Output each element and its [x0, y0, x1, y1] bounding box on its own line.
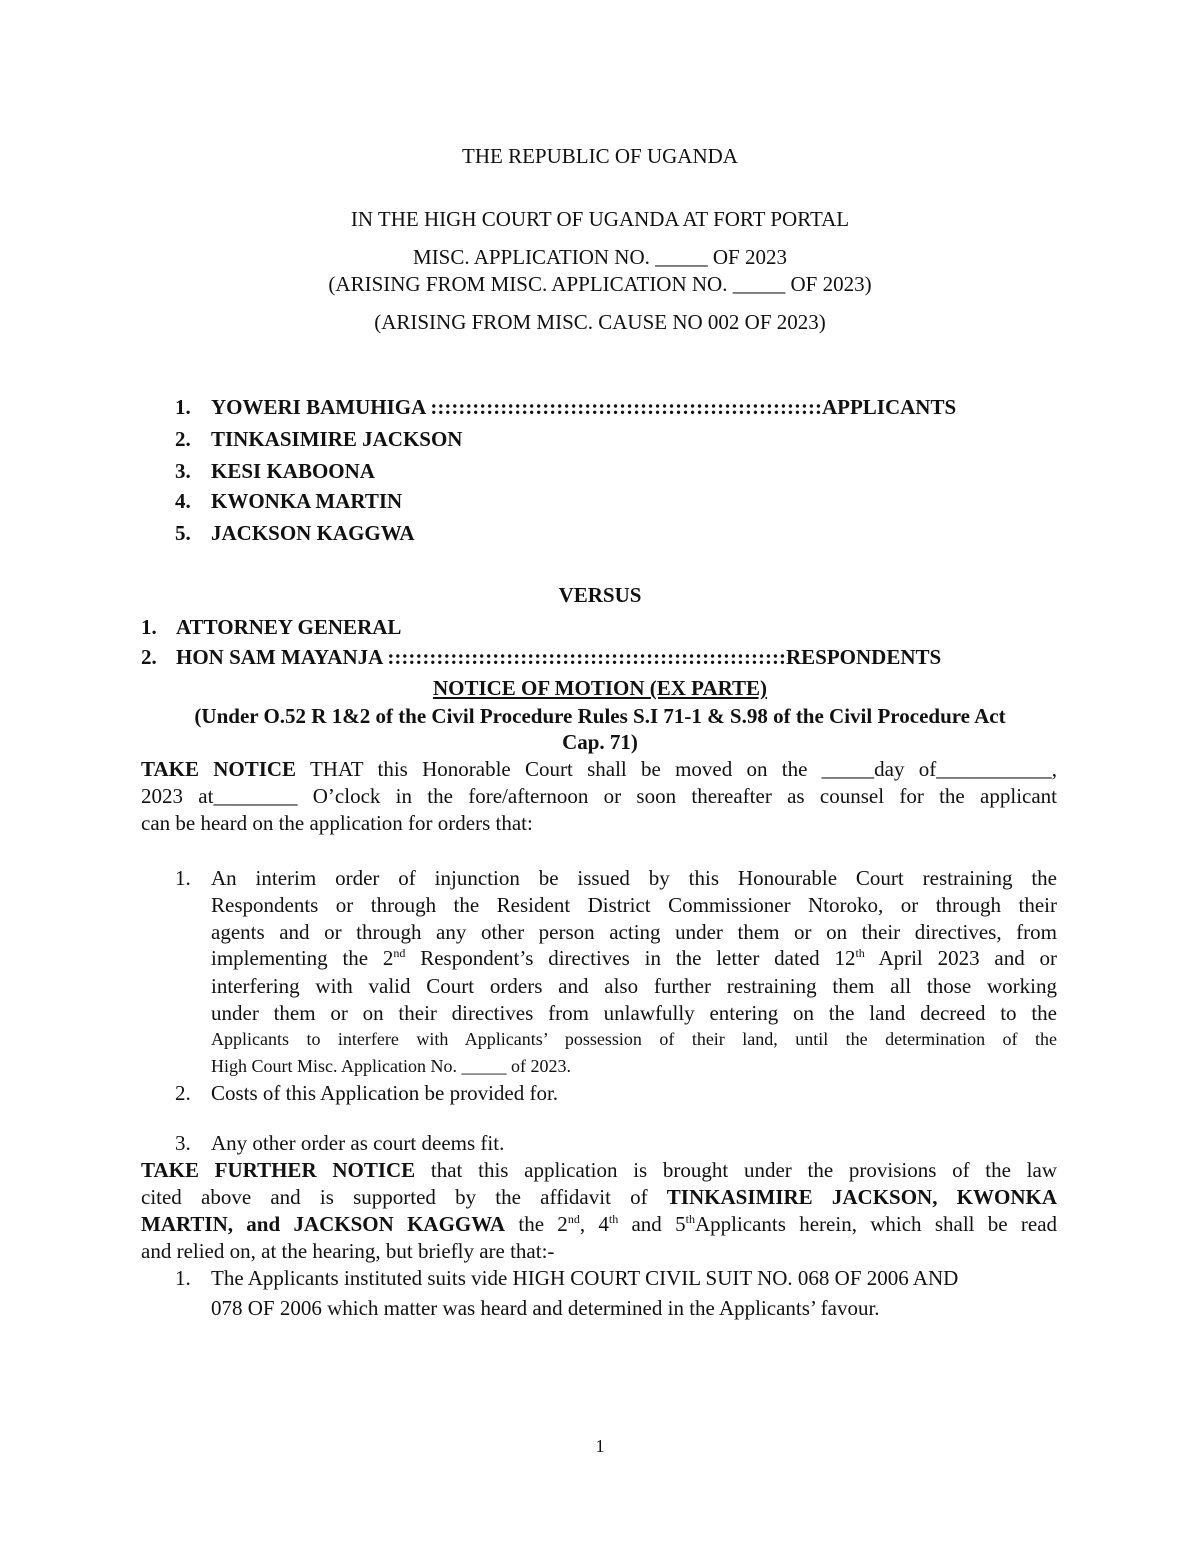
- order-1-line: High Court Misc. Application No. _____ of 2023.: [211, 1056, 571, 1076]
- legal-basis-line-1: (Under O.52 R 1&2 of the Civil Procedure Rules S.I 71-1 & S.98 of the Civil Procedure Act: [194, 704, 1006, 728]
- order-1-line: under them or on their directives from unlawfully entering on the land decreed to the: [211, 1001, 1057, 1025]
- ground-number: 1.: [175, 1266, 191, 1290]
- order-1-line: interfering with valid Court orders and also further restraining them all those working: [211, 974, 1057, 998]
- order-1-line: agents and or through any other person acting under them or on their directives, from: [211, 920, 1057, 944]
- applicant-number: 5.: [175, 521, 191, 545]
- respondent-name: HON SAM MAYANJA :::::::::::::::::::::::::::::::::::::::::::::::::::::::::RESPONDENTS: [176, 645, 942, 669]
- order-text: April 2023 and or: [864, 946, 1057, 970]
- court-heading: IN THE HIGH COURT OF UGANDA AT FORT PORTAL: [350, 207, 850, 231]
- page-number: 1: [595, 1436, 605, 1456]
- order-3-text: Any other order as court deems fit.: [211, 1131, 505, 1155]
- ordinal-suffix: nd: [567, 1212, 580, 1226]
- arising-line-2: (ARISING FROM MISC. CAUSE NO 002 OF 2023): [374, 310, 826, 334]
- take-notice-time: 2023 at________: [141, 784, 298, 808]
- applicant-number: 2.: [175, 427, 191, 451]
- further-notice-text: cited above and is supported by the affidavit of: [141, 1185, 648, 1209]
- further-notice-line-3: [141, 1214, 1057, 1235]
- notice-title: NOTICE OF MOTION (EX PARTE): [432, 676, 768, 700]
- further-notice-text: , 4: [579, 1212, 609, 1236]
- take-notice-line-3: can be heard on the application for orders that:: [141, 811, 533, 835]
- applicant-name: KESI KABOONA: [211, 459, 375, 483]
- legal-basis-line-2: Cap. 71): [562, 730, 638, 754]
- further-notice-text: the 2: [505, 1212, 568, 1236]
- take-notice-label: TAKE NOTICE: [141, 757, 297, 781]
- respondent-name: ATTORNEY GENERAL: [176, 615, 402, 639]
- applicant-number: 4.: [175, 489, 191, 513]
- order-1-line: An interim order of injunction be issued by this Honourable Court restraining the: [211, 866, 1057, 890]
- order-1-line: Applicants to interfere with Applicants’ possession of their land, until the determination of the: [211, 1029, 1057, 1049]
- applicant-number: 3.: [175, 459, 191, 483]
- arising-line-1: (ARISING FROM MISC. APPLICATION NO. _____ OF 2023): [328, 272, 872, 296]
- applicant-name: TINKASIMIRE JACKSON: [211, 427, 463, 451]
- ordinal-suffix: th: [855, 946, 865, 960]
- further-notice-line-2: [141, 1187, 1057, 1208]
- further-notice-line-4: and relied on, at the hearing, but briefly are that:-: [141, 1239, 555, 1263]
- deponent-names: TINKASIMIRE JACKSON, KWONKA: [666, 1185, 1057, 1209]
- further-notice-text: that this application is brought under the provisions of the law: [430, 1158, 1057, 1182]
- take-notice-line-1: [141, 759, 1057, 780]
- further-notice-text: Applicants herein, which shall be read: [694, 1212, 1058, 1236]
- order-1-line: [211, 948, 1057, 969]
- order-number: 2.: [175, 1081, 191, 1105]
- order-text: implementing the 2: [211, 946, 394, 970]
- versus-heading: VERSUS: [558, 583, 642, 607]
- take-notice-text: O’clock in the fore/afternoon or soon thereafter as counsel for the applicant: [312, 784, 1058, 808]
- ground-1-line: The Applicants instituted suits vide HIGH COURT CIVIL SUIT NO. 068 OF 2006 AND: [211, 1266, 959, 1290]
- applicant-name: YOWERI BAMUHIGA ::::::::::::::::::::::::::::::::::::::::::::::::::::::::APPLICANTS: [211, 395, 957, 419]
- ordinal-suffix: th: [608, 1212, 619, 1226]
- ordinal-suffix: th: [685, 1212, 695, 1226]
- order-2-text: Costs of this Application be provided for.: [211, 1081, 559, 1105]
- take-notice-line-2: [141, 786, 1057, 807]
- applicant-number: 1.: [175, 395, 191, 419]
- order-text: Respondent’s directives in the letter dated 12: [405, 946, 856, 970]
- further-notice-line-1: [141, 1160, 1057, 1181]
- order-number: 3.: [175, 1131, 191, 1155]
- further-notice-text: and 5: [618, 1212, 686, 1236]
- respondent-number: 1.: [141, 615, 157, 639]
- misc-application-line: MISC. APPLICATION NO. _____ OF 2023: [413, 245, 787, 269]
- further-notice-label: TAKE FURTHER NOTICE: [141, 1158, 416, 1182]
- take-notice-text: THAT this Honorable Court shall be moved on the _____day of___________,: [309, 757, 1058, 781]
- respondent-number: 2.: [141, 645, 157, 669]
- applicant-name: KWONKA MARTIN: [211, 489, 403, 513]
- deponent-names: MARTIN, and JACKSON KAGGWA: [141, 1212, 506, 1236]
- order-1-line: Respondents or through the Resident District Commissioner Ntoroko, or through their: [211, 893, 1057, 917]
- order-number: 1.: [175, 866, 191, 890]
- republic-heading: THE REPUBLIC OF UGANDA: [462, 144, 738, 168]
- ground-1-line: 078 OF 2006 which matter was heard and determined in the Applicants’ favour.: [211, 1296, 880, 1320]
- ordinal-suffix: nd: [393, 946, 406, 960]
- applicant-name: JACKSON KAGGWA: [211, 521, 415, 545]
